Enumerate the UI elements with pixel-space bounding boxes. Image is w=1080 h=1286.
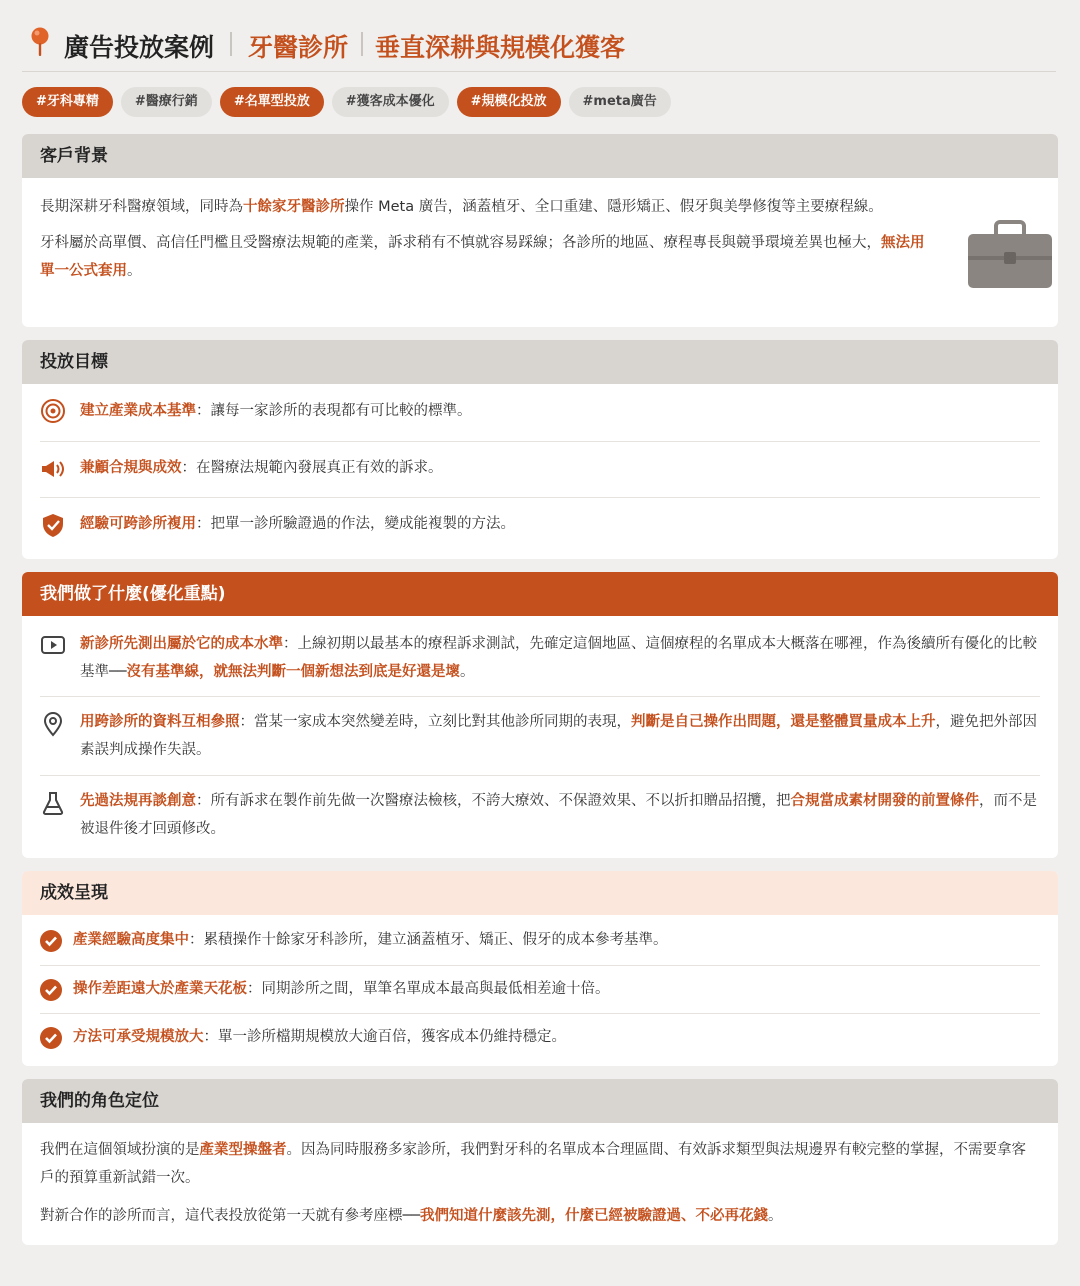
- result-title: 操作差距遠大於產業天花板: [73, 981, 247, 997]
- page-header: [22, 24, 1056, 72]
- background-paragraph: 牙科屬於高單價、高信任門檻且受醫療法規範的產業，訴求稍有不慎就容易踩線；各診所的地區、療程專長與競爭環境差異也極大，無法用單一公式套用。: [40, 235, 925, 279]
- action-title: 用跨診所的資料互相參照: [80, 714, 240, 730]
- goal-title: 兼顧合規與成效: [80, 460, 182, 476]
- target-icon: [40, 398, 66, 424]
- tag-chip[interactable]: #牙科專精: [22, 87, 113, 117]
- role-card: [22, 1079, 1058, 1245]
- tag-chip[interactable]: #名單型投放: [220, 87, 324, 117]
- action-title: 新診所先測出屬於它的成本水準: [80, 636, 283, 652]
- result-text: ：單一診所檔期規模放大逾百倍，獲客成本仍維持穩定。: [203, 1029, 566, 1045]
- section-heading: 成效呈現: [22, 871, 1058, 915]
- action-item: 用跨診所的資料互相參照：當某一家成本突然變差時，立刻比對其他診所同期的表現，判斷是自己操作出問題，還是整體買量成本上升，避免把外部因素誤判成操作失誤。: [40, 697, 1040, 776]
- page-subtitle-category: 牙醫診所: [248, 33, 349, 62]
- role-paragraph: 我們在這個領域扮演的是產業型操盤者。因為同時服務多家診所，我們對牙科的名單成本合理區間、有效訴求類型與法規邊界有較完整的掌握，不需要拿客戶的預算重新試錯一次。: [40, 1142, 1026, 1186]
- role-paragraph: 對新合作的診所而言，這代表投放從第一天就有參考座標──我們知道什麼該先測，什麼已經被驗證過、不必再花錢。: [40, 1208, 783, 1224]
- action-title: 先過法規再談創意: [80, 793, 196, 809]
- background-paragraph: 長期深耕牙科醫療領域，同時為十餘家牙醫診所操作 Meta 廣告，涵蓋植牙、全口重建、隱形矯正、假牙與美學修復等主要療程線。: [40, 199, 883, 215]
- flask-icon: [40, 790, 66, 816]
- check-circle-icon: [38, 1025, 64, 1051]
- goal-text: ：在醫療法規範內發展真正有效的訴求。: [181, 460, 443, 476]
- goal-title: 建立產業成本基準: [80, 403, 196, 419]
- tag-chip[interactable]: #醫療行銷: [121, 87, 212, 117]
- result-item: [40, 915, 1040, 966]
- goal-text: ：把單一診所驗證過的作法，變成能複製的方法。: [196, 516, 515, 532]
- goal-item: [40, 498, 1040, 558]
- actions-card: [22, 572, 1058, 858]
- tag-chip[interactable]: #規模化投放: [457, 87, 561, 117]
- check-circle-icon: [38, 928, 64, 954]
- action-item: 先過法規再談創意：所有訴求在製作前先做一次醫療法檢核，不誇大療效、不保證效果、不以折扣贈品招攬，把合規當成素材開發的前置條件，而不是被退件後才回頭修改。: [40, 776, 1040, 858]
- location-pin-icon: [40, 711, 66, 737]
- megaphone-icon: [40, 456, 66, 482]
- section-heading: 投放目標: [22, 340, 1058, 384]
- map-pin-icon: [30, 27, 50, 57]
- check-circle-icon: [38, 977, 64, 1003]
- shield-check-icon: [40, 512, 66, 538]
- goal-item: [40, 384, 1040, 442]
- client-background-card: [22, 134, 1058, 327]
- result-item: [40, 966, 1040, 1014]
- section-heading: 我們的角色定位: [22, 1079, 1058, 1123]
- tag-chip[interactable]: #獲客成本優化: [332, 87, 449, 117]
- title-divider: [230, 32, 232, 56]
- result-text: ：同期診所之間，單筆名單成本最高與最低相差逾十倍。: [247, 981, 610, 997]
- page-title: 廣告投放案例: [64, 33, 215, 62]
- goals-card: [22, 340, 1058, 559]
- section-heading: 我們做了什麼(優化重點): [22, 572, 1058, 616]
- results-card: [22, 871, 1058, 1066]
- result-title: 方法可承受規模放大: [73, 1029, 204, 1045]
- goal-text: ：讓每一家診所的表現都有可比較的標準。: [196, 403, 472, 419]
- result-text: ：累積操作十餘家牙科診所，建立涵蓋植牙、矯正、假牙的成本參考基準。: [189, 932, 668, 948]
- goal-item: [40, 442, 1040, 498]
- section-heading: 客戶背景: [22, 134, 1058, 178]
- tag-list: [22, 87, 671, 117]
- subtitle-divider: [361, 32, 363, 56]
- briefcase-icon: [968, 220, 1052, 290]
- play-icon: [40, 632, 66, 658]
- result-item: [40, 1014, 1040, 1066]
- result-title: 產業經驗高度集中: [73, 932, 189, 948]
- page-subtitle: 垂直深耕與規模化獲客: [375, 33, 626, 62]
- goal-title: 經驗可跨診所複用: [80, 516, 196, 532]
- action-item: 新診所先測出屬於它的成本水準：上線初期以最基本的療程訴求測試，先確定這個地區、這個療程的名單成本大概落在哪裡，作為後續所有優化的比較基準──沒有基準線，就無法判斷一個新想法到底是好還是壞。: [40, 616, 1040, 697]
- tag-chip[interactable]: #meta廣告: [569, 87, 671, 117]
